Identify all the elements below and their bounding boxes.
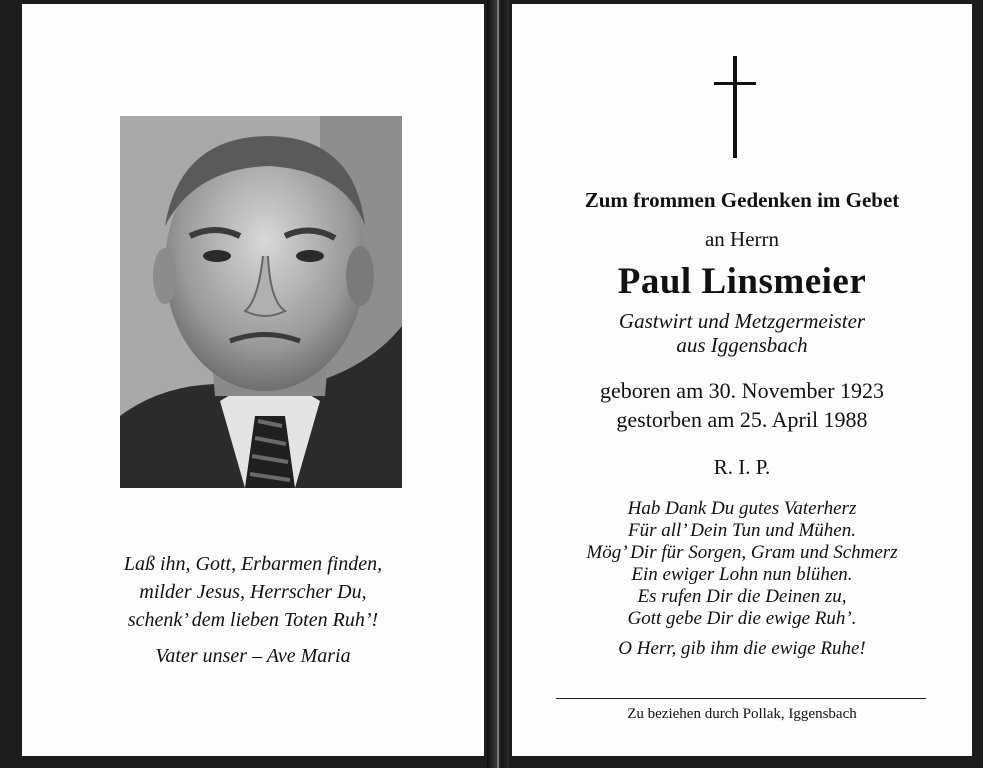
left-card-panel — [22, 4, 484, 756]
prayer-line-1: Laß ihn, Gott, Erbarmen finden, — [123, 553, 383, 575]
deceased-name: Paul Linsmeier — [617, 261, 867, 302]
salutation: an Herrn — [704, 227, 780, 251]
memorial-heading: Zum frommen Gedenken im Gebet — [584, 188, 900, 212]
printer-credit: Zu beziehen durch Pollak, Iggensbach — [627, 706, 857, 722]
birth-date: geboren am 30. November 1923 — [599, 378, 885, 403]
portrait-illustration — [120, 116, 402, 488]
rip-text: R. I. P. — [713, 455, 771, 479]
right-card-panel — [512, 4, 972, 756]
prayer-line-3: schenk’ dem lieben Toten Ruh’! — [127, 609, 379, 631]
prayer-line-2: milder Jesus, Herrscher Du, — [139, 581, 367, 603]
poem-line-4: Ein ewiger Lohn nun blühen. — [631, 564, 853, 585]
poem-line-1: Hab Dank Du gutes Vaterherz — [627, 498, 857, 519]
fold-crease — [497, 0, 499, 768]
closing-prayer: Vater unser – Ave Maria — [155, 645, 351, 667]
footer-divider — [556, 698, 926, 699]
poem-line-2: Für all’ Dein Tun und Mühen. — [628, 520, 856, 541]
cross-icon — [712, 56, 758, 158]
origin: aus Iggensbach — [676, 333, 808, 357]
poem-line-3: Mög’ Dir für Sorgen, Gram und Schmerz — [586, 542, 898, 563]
poem-line-6: Gott gebe Dir die ewige Ruh’. — [627, 608, 857, 629]
death-date: gestorben am 25. April 1988 — [616, 407, 868, 432]
profession: Gastwirt und Metzgermeister — [618, 309, 866, 333]
final-prayer: O Herr, gib ihm die ewige Ruhe! — [618, 638, 866, 659]
portrait-photo — [120, 116, 402, 488]
poem-line-5: Es rufen Dir die Deinen zu, — [637, 586, 847, 607]
